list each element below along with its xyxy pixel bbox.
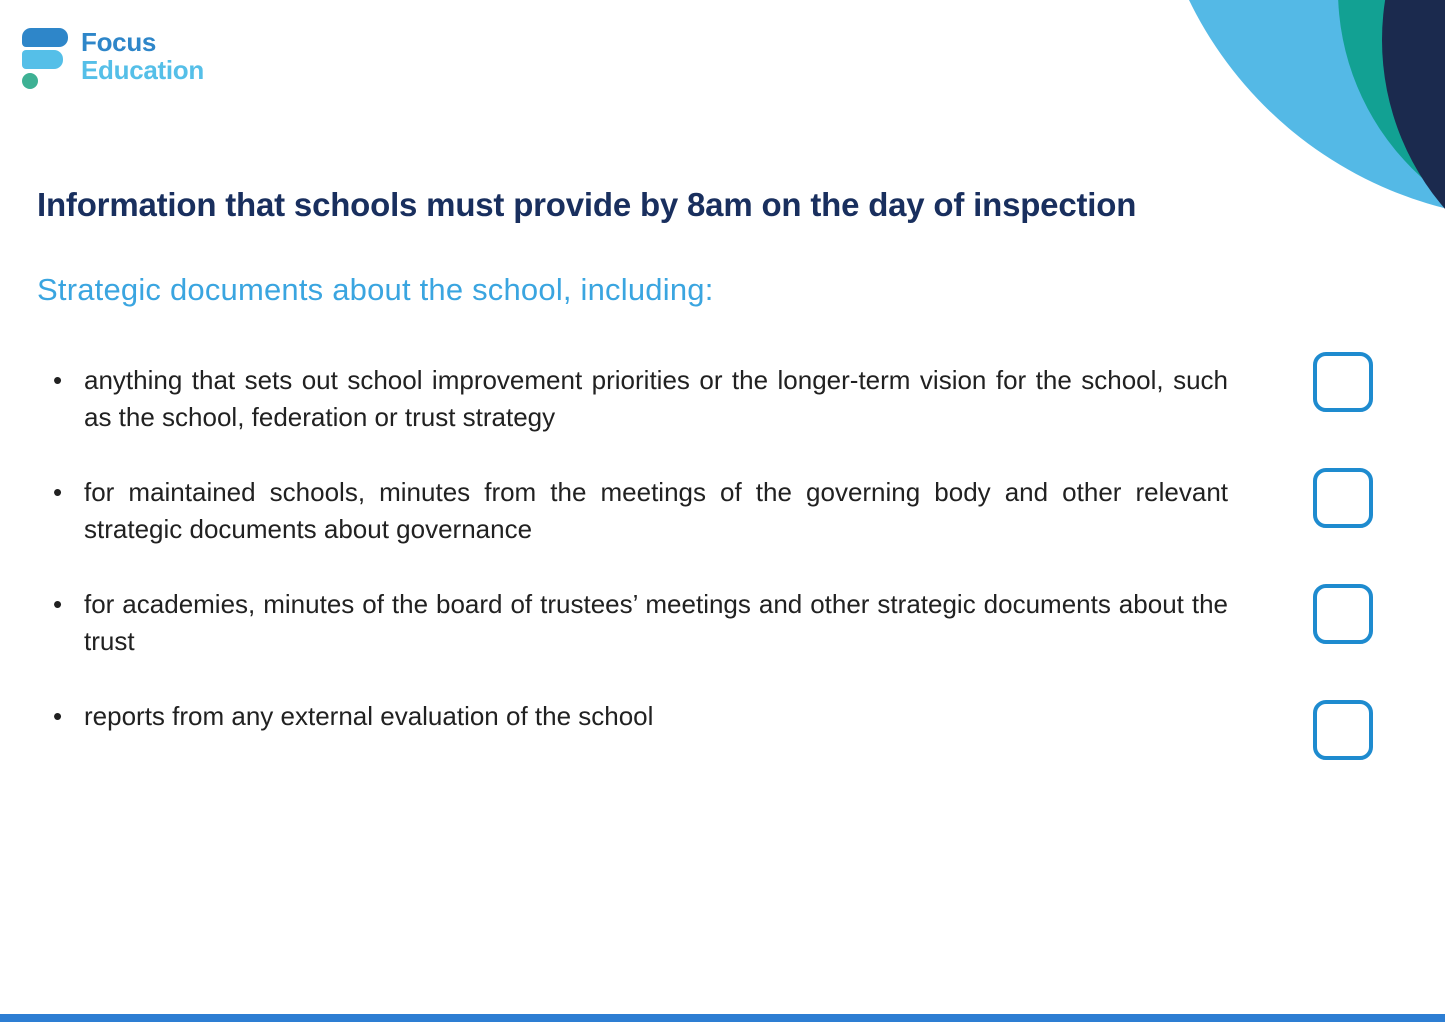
focus-education-logo xyxy=(22,28,204,89)
bullet-icon: • xyxy=(53,589,63,619)
logo-bar-middle xyxy=(22,50,63,69)
checkbox-item-4[interactable] xyxy=(1313,700,1373,760)
list-item-text: anything that sets out school improvement priorities or the longer-term vision for the school, such as the school, federation or trust strategy xyxy=(84,365,1228,432)
checkbox-item-2[interactable] xyxy=(1313,468,1373,528)
checkbox-item-3[interactable] xyxy=(1313,584,1373,644)
list-item-text: reports from any external evaluation of the school xyxy=(84,701,654,731)
logo-text-education: Education xyxy=(81,55,204,85)
page-subtitle: Strategic documents about the school, including: xyxy=(37,272,714,307)
list-item xyxy=(48,698,1228,735)
list-item-text: for maintained schools, minutes from the meetings of the governing body and other relevant strategic documents about governance xyxy=(84,477,1228,544)
list-item xyxy=(48,474,1228,548)
page-title: Information that schools must provide by 8am on the day of inspection xyxy=(37,186,1137,223)
logo-dot xyxy=(22,73,38,89)
checklist xyxy=(48,362,1228,773)
logo-wordmark xyxy=(81,28,204,84)
logo-bar-top xyxy=(22,28,68,47)
logo-f-icon xyxy=(22,28,70,89)
bullet-icon: • xyxy=(53,365,63,395)
list-item xyxy=(48,586,1228,660)
checkbox-item-1[interactable] xyxy=(1313,352,1373,412)
bullet-icon: • xyxy=(53,701,63,731)
list-item xyxy=(48,362,1228,436)
logo-text-focus: Focus xyxy=(81,27,157,57)
footer-bar xyxy=(0,1014,1445,1022)
list-item-text: for academies, minutes of the board of trustees’ meetings and other strategic documents about the trust xyxy=(84,589,1228,656)
bullet-icon: • xyxy=(53,477,63,507)
